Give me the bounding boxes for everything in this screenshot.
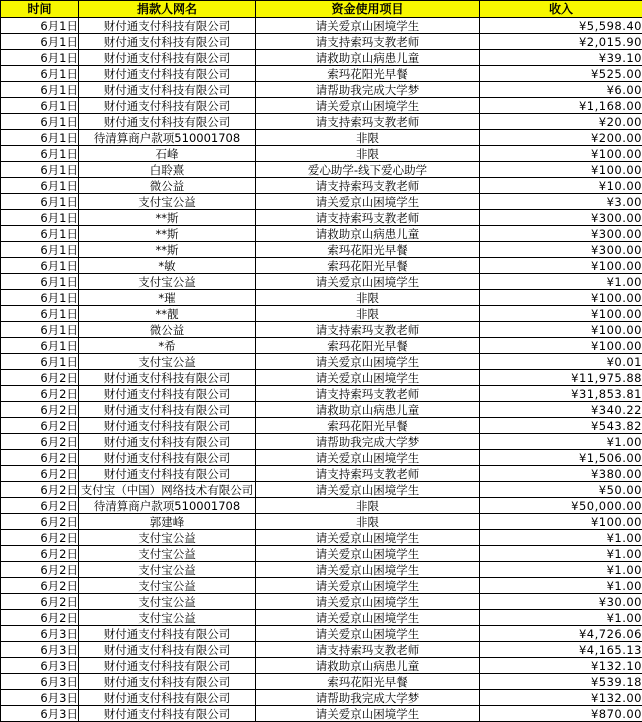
cell-project[interactable]: 请关爱京山困境学生	[256, 274, 480, 290]
table-row[interactable]	[1, 514, 642, 530]
table-row[interactable]	[1, 546, 642, 562]
cell-date[interactable]: 6月1日	[1, 338, 79, 354]
cell-donor[interactable]: 支付宝公益	[79, 578, 256, 594]
cell-date[interactable]: 6月1日	[1, 178, 79, 194]
cell-amount[interactable]: ¥539.18	[480, 674, 642, 690]
cell-amount[interactable]: ¥5,598.40	[480, 18, 642, 34]
cell-donor[interactable]: 财付通支付科技有限公司	[79, 50, 256, 66]
cell-date[interactable]: 6月1日	[1, 66, 79, 82]
cell-date[interactable]: 6月1日	[1, 274, 79, 290]
cell-amount[interactable]: ¥300.00	[480, 242, 642, 258]
table-row[interactable]	[1, 418, 642, 434]
table-row[interactable]	[1, 594, 642, 610]
cell-project[interactable]: 非限	[256, 498, 480, 514]
cell-donor[interactable]: 支付宝公益	[79, 610, 256, 626]
cell-project[interactable]: 索玛花阳光早餐	[256, 66, 480, 82]
cell-donor[interactable]: **靓	[79, 306, 256, 322]
table-row[interactable]	[1, 658, 642, 674]
cell-amount[interactable]: ¥6.00	[480, 82, 642, 98]
cell-amount[interactable]: ¥2,015.90	[480, 34, 642, 50]
cell-date[interactable]: 6月1日	[1, 50, 79, 66]
cell-project[interactable]: 请关爱京山困境学生	[256, 354, 480, 370]
cell-date[interactable]: 6月2日	[1, 402, 79, 418]
cell-project[interactable]: 请支持索玛支教老师	[256, 466, 480, 482]
cell-project[interactable]: 请关爱京山困境学生	[256, 546, 480, 562]
cell-project[interactable]: 请关爱京山困境学生	[256, 18, 480, 34]
cell-amount[interactable]: ¥50.00	[480, 482, 642, 498]
cell-date[interactable]: 6月2日	[1, 386, 79, 402]
cell-project[interactable]: 请支持索玛支教老师	[256, 178, 480, 194]
cell-date[interactable]: 6月2日	[1, 450, 79, 466]
table-row[interactable]	[1, 34, 642, 50]
table-row[interactable]	[1, 402, 642, 418]
cell-project[interactable]: 请救助京山病患儿童	[256, 50, 480, 66]
cell-date[interactable]: 6月2日	[1, 418, 79, 434]
cell-amount[interactable]: ¥1.00	[480, 578, 642, 594]
cell-donor[interactable]: 财付通支付科技有限公司	[79, 370, 256, 386]
cell-date[interactable]: 6月1日	[1, 18, 79, 34]
cell-project[interactable]: 请救助京山病患儿童	[256, 658, 480, 674]
cell-donor[interactable]: 财付通支付科技有限公司	[79, 18, 256, 34]
table-row[interactable]	[1, 82, 642, 98]
cell-date[interactable]: 6月1日	[1, 130, 79, 146]
cell-amount[interactable]: ¥11,975.88	[480, 370, 642, 386]
cell-project[interactable]: 非限	[256, 514, 480, 530]
cell-date[interactable]: 6月1日	[1, 34, 79, 50]
cell-donor[interactable]: *希	[79, 338, 256, 354]
cell-amount[interactable]: ¥300.00	[480, 210, 642, 226]
cell-amount[interactable]: ¥132.10	[480, 658, 642, 674]
cell-date[interactable]: 6月2日	[1, 498, 79, 514]
cell-donor[interactable]: 财付通支付科技有限公司	[79, 66, 256, 82]
cell-date[interactable]: 6月2日	[1, 466, 79, 482]
cell-amount[interactable]: ¥100.00	[480, 338, 642, 354]
cell-date[interactable]: 6月2日	[1, 594, 79, 610]
table-row[interactable]	[1, 66, 642, 82]
cell-amount[interactable]: ¥340.22	[480, 402, 642, 418]
cell-donor[interactable]: 财付通支付科技有限公司	[79, 706, 256, 722]
cell-donor[interactable]: 支付宝公益	[79, 530, 256, 546]
cell-project[interactable]: 索玛花阳光早餐	[256, 258, 480, 274]
cell-amount[interactable]: ¥1,506.00	[480, 450, 642, 466]
cell-date[interactable]: 6月1日	[1, 98, 79, 114]
table-row[interactable]	[1, 578, 642, 594]
table-row[interactable]	[1, 626, 642, 642]
cell-donor[interactable]: 财付通支付科技有限公司	[79, 402, 256, 418]
cell-amount[interactable]: ¥200.00	[480, 130, 642, 146]
cell-donor[interactable]: 财付通支付科技有限公司	[79, 98, 256, 114]
cell-date[interactable]: 6月1日	[1, 114, 79, 130]
table-row[interactable]	[1, 706, 642, 722]
table-row[interactable]	[1, 386, 642, 402]
cell-amount[interactable]: ¥100.00	[480, 258, 642, 274]
cell-donor[interactable]: 财付通支付科技有限公司	[79, 418, 256, 434]
cell-donor[interactable]: **斯	[79, 226, 256, 242]
cell-project[interactable]: 请支持索玛支教老师	[256, 114, 480, 130]
table-row[interactable]	[1, 178, 642, 194]
cell-project[interactable]: 非限	[256, 290, 480, 306]
table-row[interactable]	[1, 610, 642, 626]
cell-amount[interactable]: ¥3.00	[480, 194, 642, 210]
cell-donor[interactable]: 待清算商户款项510001708	[79, 498, 256, 514]
cell-donor[interactable]: 财付通支付科技有限公司	[79, 82, 256, 98]
table-row[interactable]	[1, 258, 642, 274]
cell-date[interactable]: 6月1日	[1, 82, 79, 98]
cell-amount[interactable]: ¥4,165.13	[480, 642, 642, 658]
cell-donor[interactable]: 财付通支付科技有限公司	[79, 434, 256, 450]
cell-donor[interactable]: 支付宝公益	[79, 546, 256, 562]
table-row[interactable]	[1, 18, 642, 34]
cell-project[interactable]: 请关爱京山困境学生	[256, 98, 480, 114]
cell-amount[interactable]: ¥1.00	[480, 530, 642, 546]
cell-amount[interactable]: ¥100.00	[480, 146, 642, 162]
cell-project[interactable]: 请帮助我完成大学梦	[256, 82, 480, 98]
cell-date[interactable]: 6月2日	[1, 434, 79, 450]
table-row[interactable]	[1, 226, 642, 242]
cell-amount[interactable]: ¥380.00	[480, 466, 642, 482]
cell-donor[interactable]: 支付宝公益	[79, 594, 256, 610]
cell-donor[interactable]: 支付宝公益	[79, 354, 256, 370]
table-body	[1, 18, 642, 722]
cell-project[interactable]: 请帮助我完成大学梦	[256, 434, 480, 450]
cell-project[interactable]: 请支持索玛支教老师	[256, 210, 480, 226]
table-row[interactable]	[1, 466, 642, 482]
header-project: 资金使用项目	[256, 1, 480, 18]
cell-amount[interactable]: ¥1.00	[480, 274, 642, 290]
cell-project[interactable]: 请支持索玛支教老师	[256, 34, 480, 50]
cell-project[interactable]: 请关爱京山困境学生	[256, 578, 480, 594]
cell-donor[interactable]: 白聆熹	[79, 162, 256, 178]
cell-donor[interactable]: 待清算商户款项510001708	[79, 130, 256, 146]
cell-date[interactable]: 6月2日	[1, 610, 79, 626]
header-donor: 捐款人网名	[79, 1, 256, 18]
cell-date[interactable]: 6月3日	[1, 690, 79, 706]
cell-donor[interactable]: 郭建峰	[79, 514, 256, 530]
cell-donor[interactable]: 财付通支付科技有限公司	[79, 466, 256, 482]
cell-project[interactable]: 索玛花阳光早餐	[256, 674, 480, 690]
cell-donor[interactable]: *敏	[79, 258, 256, 274]
cell-amount[interactable]: ¥100.00	[480, 306, 642, 322]
table-row[interactable]	[1, 482, 642, 498]
cell-amount[interactable]: ¥543.82	[480, 418, 642, 434]
cell-project[interactable]: 请关爱京山困境学生	[256, 370, 480, 386]
cell-project[interactable]: 请支持索玛支教老师	[256, 322, 480, 338]
cell-project[interactable]: 请救助京山病患儿童	[256, 226, 480, 242]
cell-date[interactable]: 6月1日	[1, 162, 79, 178]
cell-project[interactable]: 请关爱京山困境学生	[256, 562, 480, 578]
cell-amount[interactable]: ¥50,000.00	[480, 498, 642, 514]
cell-date[interactable]: 6月1日	[1, 290, 79, 306]
table-row[interactable]	[1, 690, 642, 706]
table-row[interactable]	[1, 162, 642, 178]
cell-donor[interactable]: 支付宝公益	[79, 274, 256, 290]
cell-date[interactable]: 6月1日	[1, 354, 79, 370]
table-row[interactable]	[1, 290, 642, 306]
cell-date[interactable]: 6月3日	[1, 706, 79, 722]
cell-amount[interactable]: ¥1.00	[480, 434, 642, 450]
cell-donor[interactable]: 财付通支付科技有限公司	[79, 450, 256, 466]
cell-donor[interactable]: 财付通支付科技有限公司	[79, 114, 256, 130]
cell-date[interactable]: 6月2日	[1, 514, 79, 530]
header-row	[1, 1, 642, 18]
cell-project[interactable]: 请关爱京山困境学生	[256, 626, 480, 642]
table-row[interactable]	[1, 322, 642, 338]
cell-date[interactable]: 6月3日	[1, 658, 79, 674]
cell-amount[interactable]: ¥1.00	[480, 610, 642, 626]
cell-amount[interactable]: ¥525.00	[480, 66, 642, 82]
cell-date[interactable]: 6月2日	[1, 562, 79, 578]
cell-amount[interactable]: ¥30.00	[480, 594, 642, 610]
table-row[interactable]	[1, 434, 642, 450]
table-row[interactable]	[1, 354, 642, 370]
table-row[interactable]	[1, 370, 642, 386]
cell-donor[interactable]: 财付通支付科技有限公司	[79, 642, 256, 658]
table-row[interactable]	[1, 674, 642, 690]
cell-project[interactable]: 请关爱京山困境学生	[256, 610, 480, 626]
cell-amount[interactable]: ¥132.00	[480, 690, 642, 706]
cell-project[interactable]: 请支持索玛支教老师	[256, 642, 480, 658]
header-amount: 收入	[480, 1, 642, 18]
table-header	[1, 1, 642, 18]
cell-donor[interactable]: **斯	[79, 210, 256, 226]
cell-project[interactable]: 请关爱京山困境学生	[256, 450, 480, 466]
cell-date[interactable]: 6月2日	[1, 546, 79, 562]
cell-amount[interactable]: ¥300.00	[480, 226, 642, 242]
cell-donor[interactable]: 微公益	[79, 178, 256, 194]
cell-project[interactable]: 请关爱京山困境学生	[256, 594, 480, 610]
table-row[interactable]	[1, 274, 642, 290]
cell-amount[interactable]: ¥870.00	[480, 706, 642, 722]
table-row[interactable]	[1, 530, 642, 546]
cell-date[interactable]: 6月2日	[1, 530, 79, 546]
cell-project[interactable]: 请关爱京山困境学生	[256, 194, 480, 210]
header-date: 时间	[1, 1, 79, 18]
cell-donor[interactable]: *璀	[79, 290, 256, 306]
cell-date[interactable]: 6月3日	[1, 642, 79, 658]
cell-donor[interactable]: 支付宝公益	[79, 194, 256, 210]
table-row[interactable]	[1, 338, 642, 354]
cell-date[interactable]: 6月1日	[1, 258, 79, 274]
cell-amount[interactable]: ¥10.00	[480, 178, 642, 194]
cell-date[interactable]: 6月3日	[1, 626, 79, 642]
cell-donor[interactable]: 支付宝公益	[79, 562, 256, 578]
table-row[interactable]	[1, 50, 642, 66]
table-row[interactable]	[1, 130, 642, 146]
cell-date[interactable]: 6月1日	[1, 194, 79, 210]
cell-date[interactable]: 6月1日	[1, 210, 79, 226]
cell-date[interactable]: 6月2日	[1, 370, 79, 386]
cell-project[interactable]: 请救助京山病患儿童	[256, 402, 480, 418]
cell-project[interactable]: 索玛花阳光早餐	[256, 242, 480, 258]
cell-date[interactable]: 6月1日	[1, 322, 79, 338]
cell-date[interactable]: 6月1日	[1, 226, 79, 242]
cell-donor[interactable]: 石峰	[79, 146, 256, 162]
table-row[interactable]	[1, 210, 642, 226]
cell-project[interactable]: 索玛花阳光早餐	[256, 418, 480, 434]
cell-project[interactable]: 请关爱京山困境学生	[256, 482, 480, 498]
cell-date[interactable]: 6月3日	[1, 674, 79, 690]
cell-project[interactable]: 请关爱京山困境学生	[256, 530, 480, 546]
cell-project[interactable]: 请帮助我完成大学梦	[256, 690, 480, 706]
table-row[interactable]	[1, 306, 642, 322]
table-row[interactable]	[1, 114, 642, 130]
cell-project[interactable]: 非限	[256, 306, 480, 322]
cell-donor[interactable]: 财付通支付科技有限公司	[79, 626, 256, 642]
cell-project[interactable]: 非限	[256, 130, 480, 146]
table-row[interactable]	[1, 562, 642, 578]
cell-project[interactable]: 爱心助学-线下爱心助学	[256, 162, 480, 178]
cell-amount[interactable]: ¥100.00	[480, 162, 642, 178]
cell-donor[interactable]: 支付宝（中国）网络技术有限公司	[79, 482, 256, 498]
cell-date[interactable]: 6月2日	[1, 482, 79, 498]
table-row[interactable]	[1, 98, 642, 114]
table-row[interactable]	[1, 242, 642, 258]
cell-project[interactable]: 请关爱京山困境学生	[256, 706, 480, 722]
cell-donor[interactable]: 财付通支付科技有限公司	[79, 690, 256, 706]
cell-donor[interactable]: 财付通支付科技有限公司	[79, 674, 256, 690]
cell-amount[interactable]: ¥1,168.00	[480, 98, 642, 114]
cell-amount[interactable]: ¥100.00	[480, 322, 642, 338]
cell-project[interactable]: 非限	[256, 146, 480, 162]
cell-amount[interactable]: ¥100.00	[480, 290, 642, 306]
cell-date[interactable]: 6月1日	[1, 306, 79, 322]
cell-amount[interactable]: ¥39.10	[480, 50, 642, 66]
cell-donor[interactable]: **斯	[79, 242, 256, 258]
table-row[interactable]	[1, 498, 642, 514]
cell-amount[interactable]: ¥4,726.06	[480, 626, 642, 642]
cell-date[interactable]: 6月2日	[1, 578, 79, 594]
cell-project[interactable]: 索玛花阳光早餐	[256, 338, 480, 354]
cell-donor[interactable]: 财付通支付科技有限公司	[79, 386, 256, 402]
cell-amount[interactable]: ¥0.01	[480, 354, 642, 370]
table-row[interactable]	[1, 146, 642, 162]
cell-date[interactable]: 6月1日	[1, 242, 79, 258]
cell-donor[interactable]: 财付通支付科技有限公司	[79, 658, 256, 674]
table-row[interactable]	[1, 194, 642, 210]
table-row[interactable]	[1, 642, 642, 658]
table-row[interactable]	[1, 450, 642, 466]
cell-date[interactable]: 6月1日	[1, 146, 79, 162]
cell-amount[interactable]: ¥20.00	[480, 114, 642, 130]
cell-amount[interactable]: ¥31,853.81	[480, 386, 642, 402]
cell-project[interactable]: 请支持索玛支教老师	[256, 386, 480, 402]
cell-amount[interactable]: ¥1.00	[480, 546, 642, 562]
cell-donor[interactable]: 微公益	[79, 322, 256, 338]
cell-donor[interactable]: 财付通支付科技有限公司	[79, 34, 256, 50]
cell-amount[interactable]: ¥1.00	[480, 562, 642, 578]
cell-amount[interactable]: ¥100.00	[480, 514, 642, 530]
